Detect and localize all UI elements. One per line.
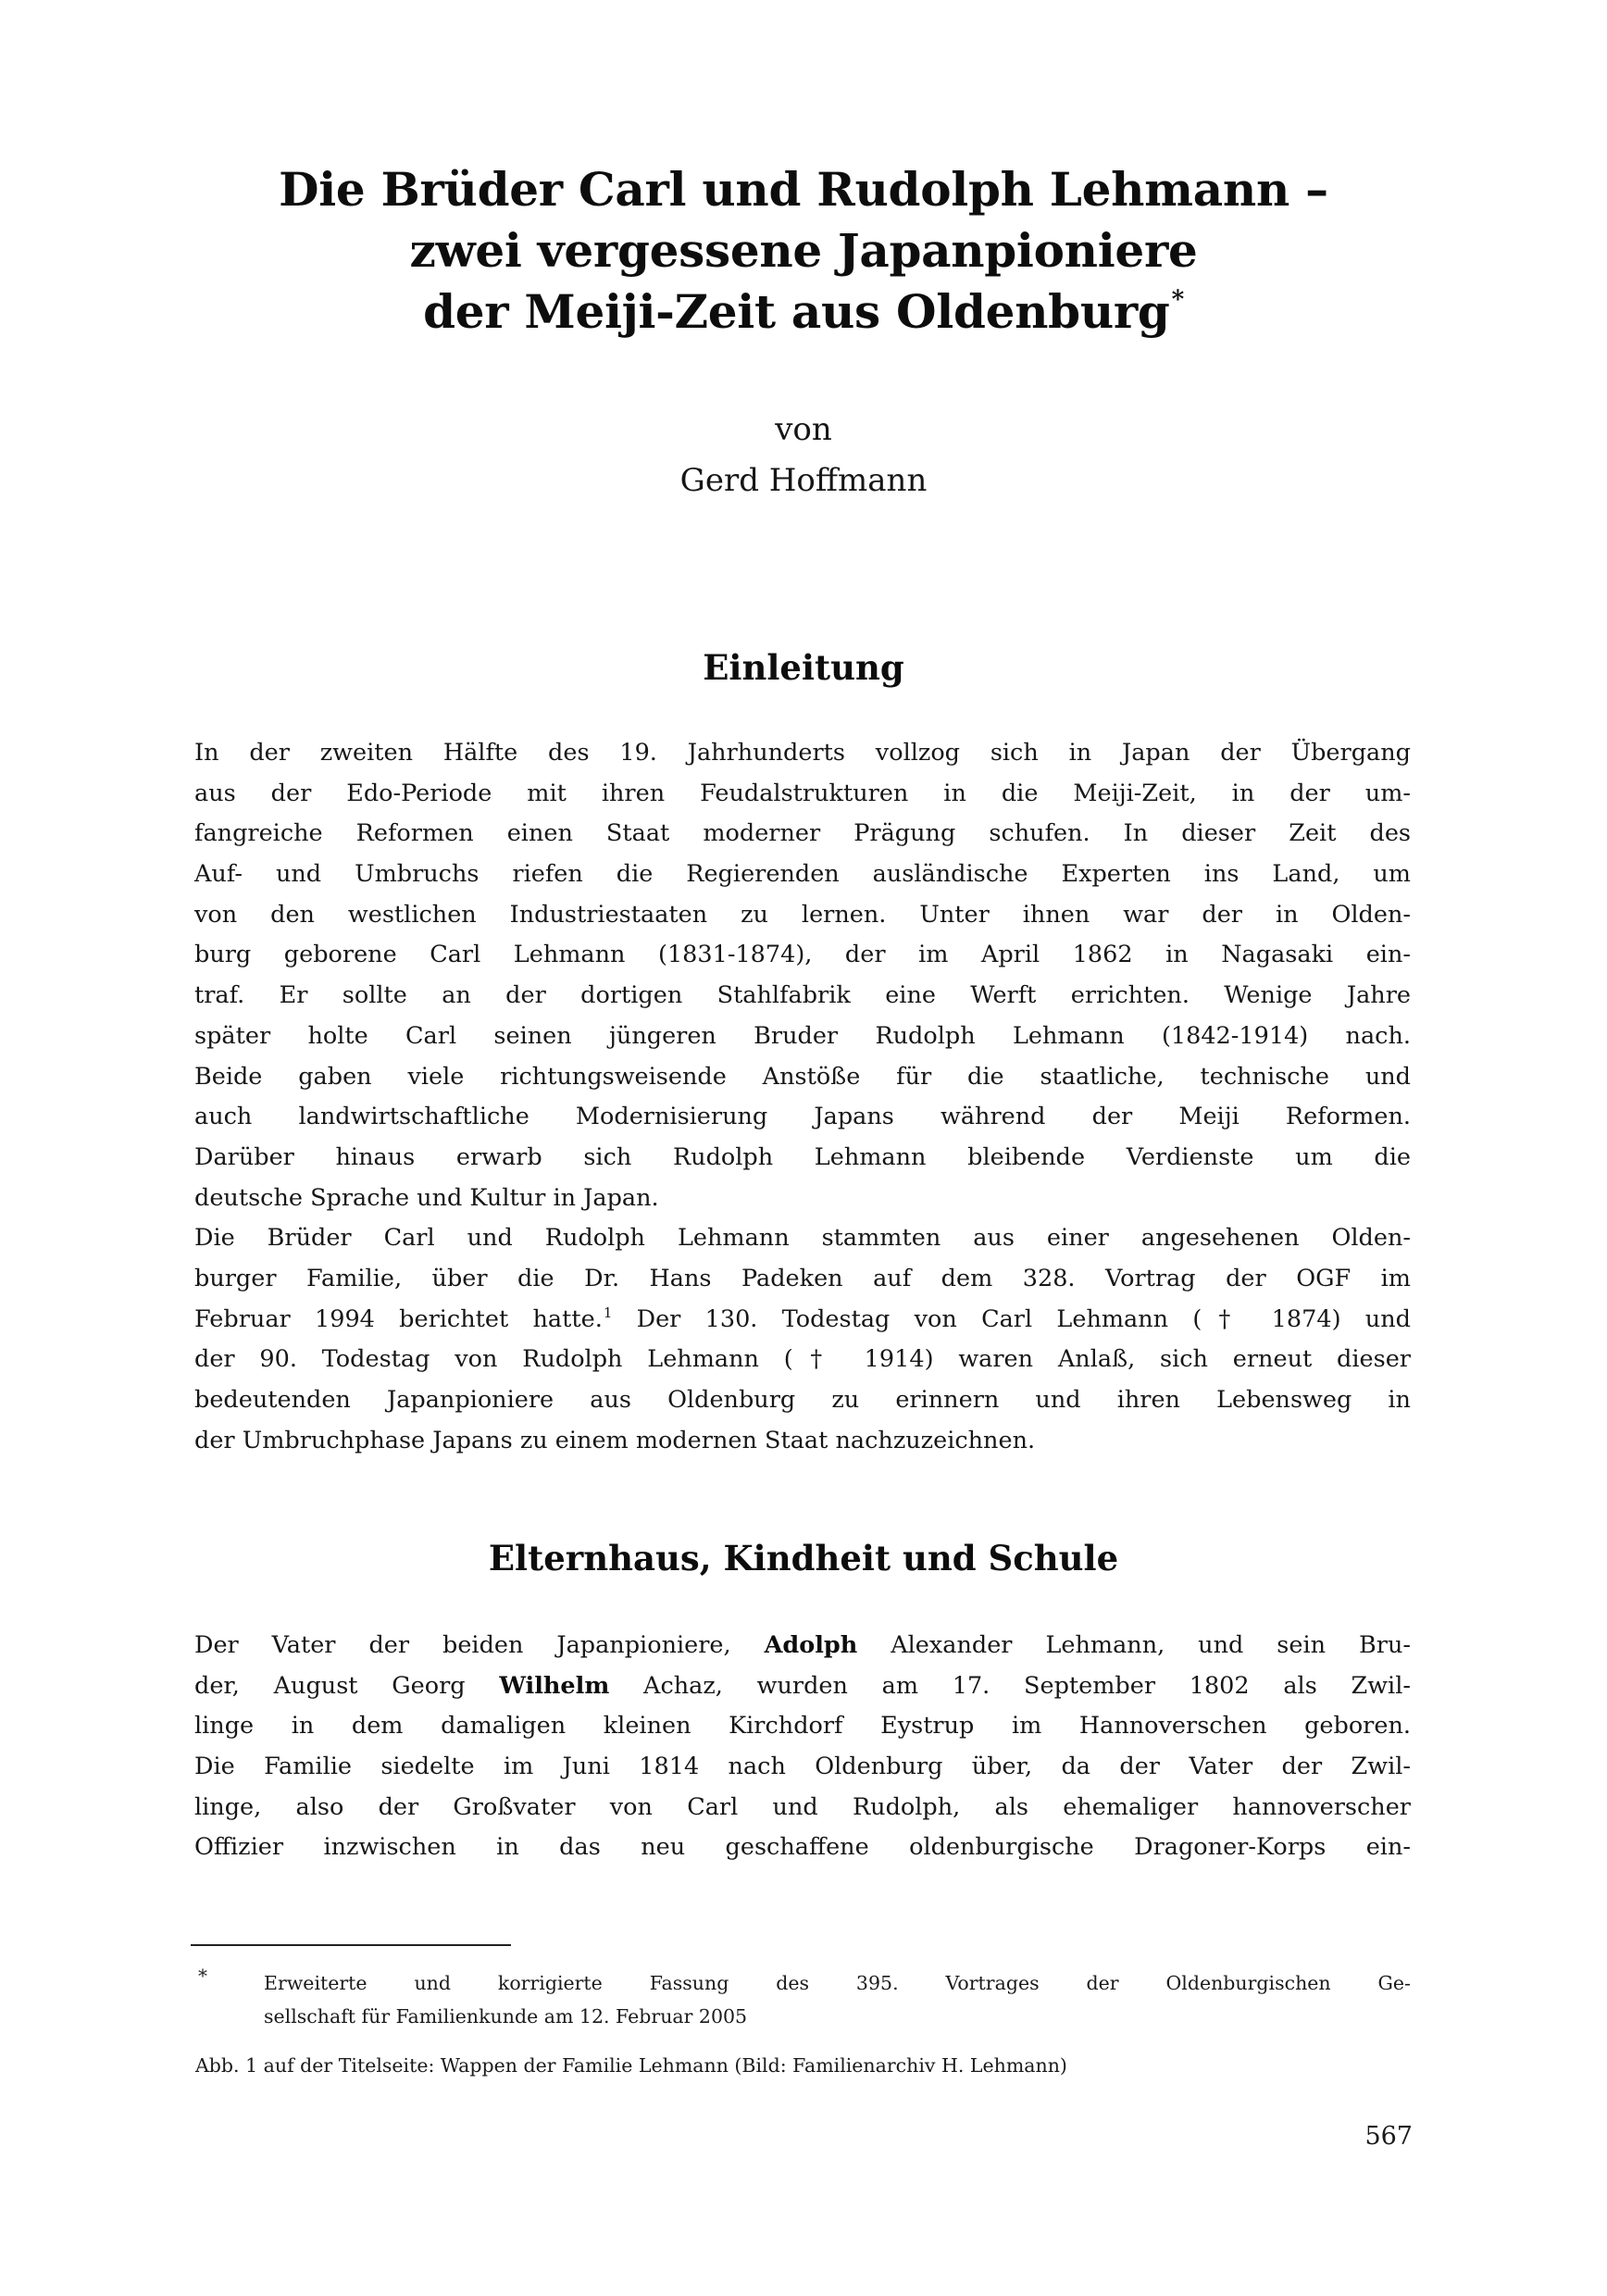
bold-name-wilhelm: Wilhelm — [499, 1671, 610, 1700]
body-line: der Umbruchphase Japans zu einem modernen Staat nachzuzeichnen. — [194, 1426, 1036, 1454]
footnote — [264, 1966, 1411, 2033]
title-footnote-marker[interactable]: * — [1171, 286, 1184, 314]
byline-prefix: von — [775, 411, 832, 448]
footnote-line: sellschaft für Familienkunde am 12. Februar 2005 — [264, 2005, 748, 2028]
body-line: Offizier inzwischen in das neu geschaffene oldenburgische Dragoner-Korps ein- — [194, 1833, 1411, 1862]
line-text: Alexander Lehmann, und sein Bru- — [857, 1631, 1411, 1659]
section-heading-elternhaus: Elternhaus, Kindheit und Schule — [488, 1538, 1119, 1578]
body-line: burg geborene Carl Lehmann (1831-1874), der im April 1862 in Nagasaki ein- — [194, 941, 1411, 969]
body-line: aus der Edo-Periode mit ihren Feudalstrukturen in die Meiji-Zeit, in der um- — [194, 779, 1411, 807]
line-text: Februar 1994 berichtet hatte. — [194, 1304, 603, 1333]
figure-caption: Abb. 1 auf der Titelseite: Wappen der Familie Lehmann (Bild: Familienarchiv H. Lehmann) — [195, 2054, 1067, 2077]
title-line-2: zwei vergessene Japanpioniere — [409, 223, 1198, 278]
title-line-1: Die Brüder Carl und Rudolph Lehmann – — [279, 162, 1328, 217]
line-text: Der Vater der beiden Japanpioniere, — [194, 1631, 765, 1659]
title-line-3 — [0, 284, 1607, 343]
section-body-elternhaus — [194, 1626, 1411, 1868]
body-line: linge, also der Großvater von Carl und Rudolph, als ehemaliger hannoverscher — [194, 1792, 1411, 1821]
footnote-marker: * — [198, 1965, 207, 1987]
footnote-line: Erweiterte und korrigierte Fassung des 395. Vortrages der Oldenburgischen Ge- — [264, 1972, 1411, 1994]
body-line: bedeutenden Japanpioniere aus Oldenburg zu erinnern und ihren Lebensweg in — [194, 1386, 1411, 1414]
body-line: Darüber hinaus erwarb sich Rudolph Lehmann bleibende Verdienste um die — [194, 1142, 1411, 1171]
page-number: 567 — [1364, 2122, 1413, 2151]
body-line: burger Familie, über die Dr. Hans Padeken auf dem 328. Vortrag der OGF im — [194, 1264, 1411, 1292]
body-line: später holte Carl seinen jüngeren Bruder Rudolph Lehmann (1842-1914) nach. — [194, 1021, 1411, 1050]
body-line: fangreiche Reformen einen Staat moderner Prägung schufen. In dieser Zeit des — [194, 819, 1411, 848]
footnote-separator — [191, 1944, 511, 1946]
author-name: Gerd Hoffmann — [679, 462, 928, 499]
title-line-3-text: der Meiji-Zeit aus Oldenburg — [423, 284, 1170, 339]
footnote-ref-1[interactable]: 1 — [603, 1304, 613, 1321]
section-heading-einleitung: Einleitung — [703, 647, 904, 688]
body-line: In der zweiten Hälfte des 19. Jahrhunderts vollzog sich in Japan der Übergang — [194, 739, 1411, 767]
line-text: der, August Georg — [194, 1671, 500, 1700]
body-line: Beide gaben viele richtungsweisende Anstöße für die staatliche, technische und — [194, 1062, 1411, 1091]
body-line: Die Familie siedelte im Juni 1814 nach Oldenburg über, da der Vater der Zwil- — [194, 1753, 1411, 1781]
body-line: von den westlichen Industriestaaten zu lernen. Unter ihnen war der in Olden- — [194, 900, 1411, 929]
body-line: auch landwirtschaftliche Modernisierung Japans während der Meiji Reformen. — [194, 1103, 1411, 1131]
body-line: Auf- und Umbruchs riefen die Regierenden ausländische Experten ins Land, um — [194, 860, 1411, 889]
body-line: deutsche Sprache und Kultur in Japan. — [194, 1183, 659, 1212]
body-line — [194, 1666, 1411, 1707]
body-line: linge in dem damaligen kleinen Kirchdorf Eystrup im Hannoverschen geboren. — [194, 1712, 1411, 1741]
body-line-with-footnote-ref — [194, 1300, 1411, 1341]
line-text: Der 130. Todestag von Carl Lehmann († 1874) und — [612, 1304, 1411, 1333]
bold-name-adolph: Adolph — [764, 1631, 858, 1659]
section-body-einleitung — [194, 733, 1411, 1461]
body-line — [194, 1626, 1411, 1666]
body-line: der 90. Todestag von Rudolph Lehmann († 1914) waren Anlaß, sich erneut dieser — [194, 1345, 1411, 1374]
body-line: traf. Er sollte an der dortigen Stahlfabrik eine Werft errichten. Wenige Jahre — [194, 981, 1411, 1010]
line-text: Achaz, wurden am 17. September 1802 als Zwil- — [609, 1671, 1411, 1700]
body-line: Die Brüder Carl und Rudolph Lehmann stammten aus einer angesehenen Olden- — [194, 1224, 1411, 1253]
